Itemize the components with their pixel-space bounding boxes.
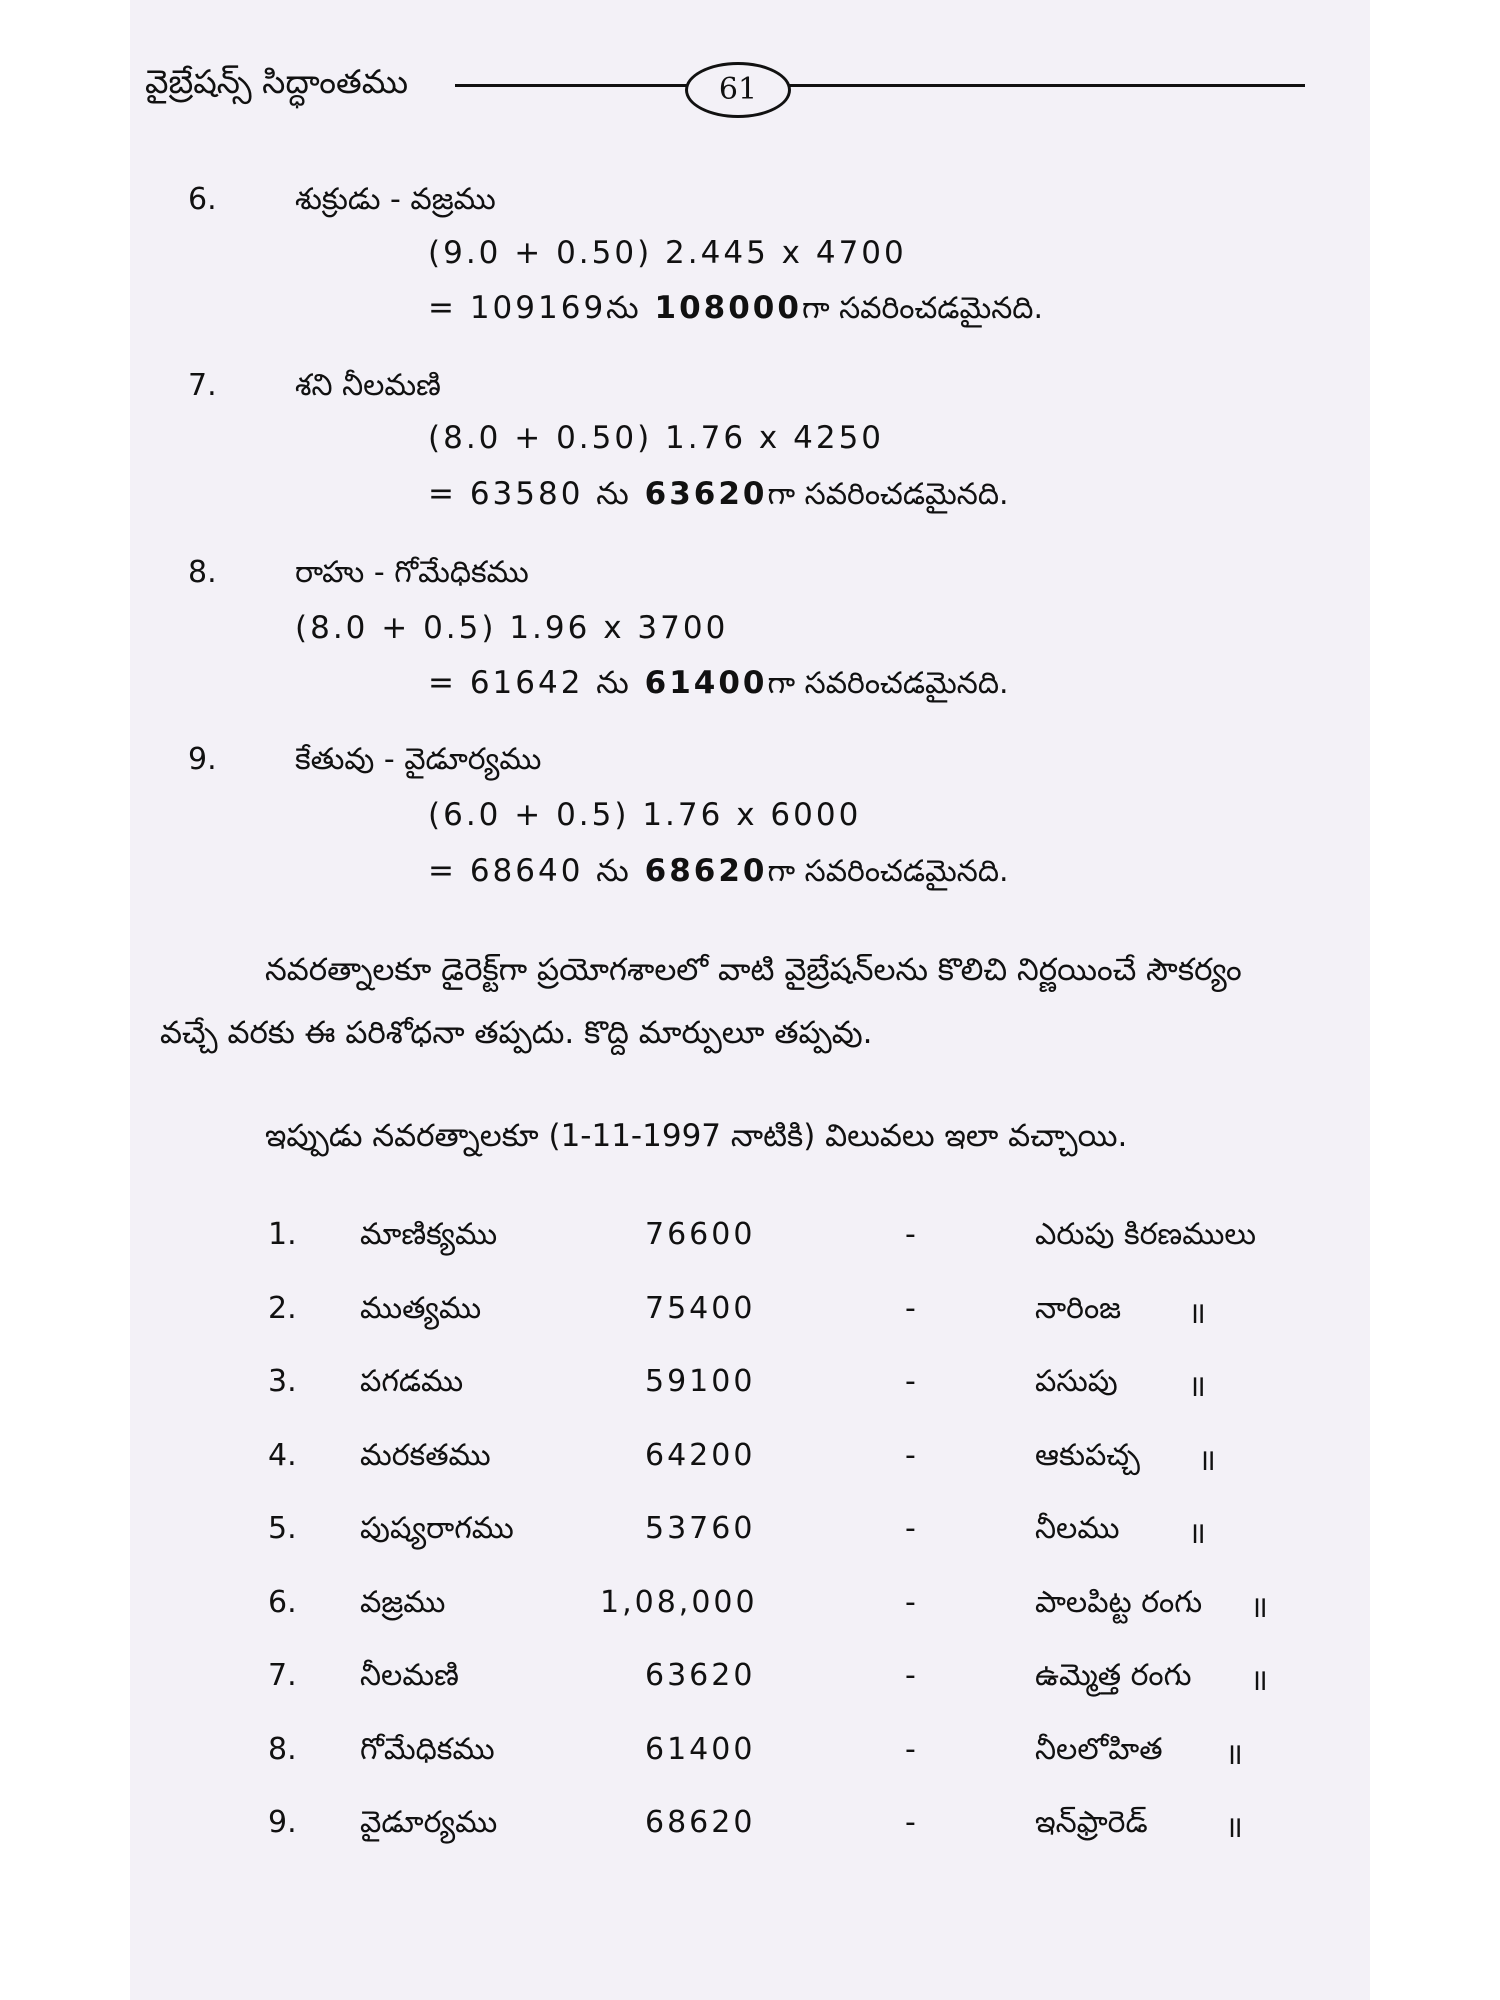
paragraph-line: వచ్చే వరకు ఈ పరిశోధనా తప్పదు. కొద్ది మార్పులూ తప్పవు. bbox=[160, 1015, 873, 1051]
calc-result bbox=[428, 853, 1009, 896]
gem-number: 9. bbox=[268, 1805, 297, 1840]
gem-number: 4. bbox=[268, 1438, 297, 1473]
gem-dash: - bbox=[905, 1291, 916, 1326]
gem-ditto-mark: ॥ bbox=[1188, 1369, 1206, 1404]
calc-formula: (6.0 + 0.5) 1.76 x 6000 bbox=[428, 797, 862, 833]
gem-ditto-mark: ॥ bbox=[1225, 1737, 1243, 1772]
gem-number: 5. bbox=[268, 1511, 297, 1546]
gem-dash: - bbox=[905, 1438, 916, 1473]
calc-number: 9. bbox=[188, 742, 217, 777]
result-prefix: = 61642 ను bbox=[428, 665, 645, 701]
gem-name: గోమేధికము bbox=[360, 1732, 495, 1767]
gem-color: పసుపు bbox=[1035, 1364, 1118, 1399]
result-suffix: గా సవరించడమైనది. bbox=[767, 477, 1009, 512]
gem-color: ఎరుపు కిరణములు bbox=[1035, 1217, 1256, 1252]
gem-number: 7. bbox=[268, 1658, 297, 1693]
gem-color: పాలపిట్ట రంగు bbox=[1035, 1585, 1203, 1620]
gem-name: వజ్రము bbox=[360, 1585, 446, 1620]
gem-dash: - bbox=[905, 1511, 916, 1546]
calc-number: 6. bbox=[188, 182, 217, 217]
result-prefix: = 109169ను bbox=[428, 290, 655, 326]
gem-color: నీలలోహిత bbox=[1035, 1732, 1163, 1767]
result-prefix: = 63580 ను bbox=[428, 476, 645, 512]
gem-value: 64200 bbox=[645, 1438, 756, 1473]
calc-title: శని నీలమణి bbox=[295, 368, 441, 403]
gem-ditto-mark: ॥ bbox=[1225, 1810, 1243, 1845]
gem-name: మాణిక్యము bbox=[360, 1217, 498, 1252]
gem-ditto-mark: ॥ bbox=[1188, 1516, 1206, 1551]
result-bold: 61400 bbox=[644, 665, 768, 701]
gem-number: 6. bbox=[268, 1585, 297, 1620]
calc-title: రాహు - గోమేధికము bbox=[295, 555, 529, 590]
gem-value: 68620 bbox=[645, 1805, 756, 1840]
list-intro: ఇప్పుడు నవరత్నాలకూ (1-11-1997 నాటికి) విలువలు ఇలా వచ్చాయి. bbox=[265, 1118, 1128, 1154]
gem-value: 1,08,000 bbox=[600, 1585, 758, 1620]
gem-name: పగడము bbox=[360, 1364, 464, 1399]
gem-color: ఆకుపచ్చ bbox=[1035, 1438, 1140, 1473]
calc-number: 8. bbox=[188, 555, 217, 590]
result-bold: 108000 bbox=[654, 290, 802, 326]
gem-value: 53760 bbox=[645, 1511, 756, 1546]
gem-color: నారింజ bbox=[1035, 1291, 1122, 1326]
calc-result bbox=[428, 665, 1009, 708]
gem-name: ముత్యము bbox=[360, 1291, 482, 1326]
result-suffix: గా సవరించడమైనది. bbox=[801, 291, 1044, 326]
page-number: 61 bbox=[685, 62, 791, 118]
calc-formula: (9.0 + 0.50) 2.445 x 4700 bbox=[428, 235, 907, 271]
gem-ditto-mark: ॥ bbox=[1198, 1443, 1216, 1478]
gem-value: 61400 bbox=[645, 1732, 756, 1767]
gem-value: 75400 bbox=[645, 1291, 756, 1326]
gem-name: మరకతము bbox=[360, 1438, 491, 1473]
calc-title: శుక్రుడు - వజ్రము bbox=[295, 182, 496, 217]
calc-formula: (8.0 + 0.5) 1.96 x 3700 bbox=[295, 610, 729, 646]
result-suffix: గా సవరించడమైనది. bbox=[767, 666, 1009, 701]
result-suffix: గా సవరించడమైనది. bbox=[767, 854, 1009, 889]
running-header-title: వైబ్రేషన్స్ సిద్ధాంతము bbox=[145, 62, 409, 101]
gem-value: 63620 bbox=[645, 1658, 756, 1693]
gem-color: ఉమ్మెత్త రంగు bbox=[1035, 1658, 1192, 1693]
gem-number: 8. bbox=[268, 1732, 297, 1767]
gem-dash: - bbox=[905, 1805, 916, 1840]
gem-value: 59100 bbox=[645, 1364, 756, 1399]
gem-ditto-mark: ॥ bbox=[1250, 1663, 1268, 1698]
result-bold: 63620 bbox=[644, 476, 768, 512]
calc-title: కేతువు - వైడూర్యము bbox=[295, 742, 542, 777]
result-prefix: = 68640 ను bbox=[428, 853, 645, 889]
gem-dash: - bbox=[905, 1658, 916, 1693]
gem-number: 2. bbox=[268, 1291, 297, 1326]
gem-ditto-mark: ॥ bbox=[1188, 1296, 1206, 1331]
gem-dash: - bbox=[905, 1217, 916, 1252]
gem-ditto-mark: ॥ bbox=[1250, 1590, 1268, 1625]
result-bold: 68620 bbox=[644, 853, 768, 889]
calc-number: 7. bbox=[188, 368, 217, 403]
gem-dash: - bbox=[905, 1732, 916, 1767]
gem-color: ఇన్‌ఫ్రారెడ్ bbox=[1035, 1805, 1148, 1840]
paragraph-line: నవరత్నాలకూ డైరెక్ట్‌గా ప్రయోగశాలలో వాటి వైబ్రేషన్‌లను కొలిచి నిర్ణయించే సౌకర్యం bbox=[265, 952, 1242, 988]
gem-dash: - bbox=[905, 1585, 916, 1620]
calc-result bbox=[428, 476, 1009, 519]
gem-name: పుష్యరాగము bbox=[360, 1511, 514, 1546]
gem-value: 76600 bbox=[645, 1217, 756, 1252]
gem-number: 3. bbox=[268, 1364, 297, 1399]
header-rule bbox=[455, 84, 1305, 87]
gem-name: నీలమణి bbox=[360, 1658, 459, 1693]
gem-color: నీలము bbox=[1035, 1511, 1120, 1546]
calc-result bbox=[428, 290, 1043, 333]
gem-name: వైడూర్యము bbox=[360, 1805, 498, 1840]
gem-number: 1. bbox=[268, 1217, 297, 1252]
calc-formula: (8.0 + 0.50) 1.76 x 4250 bbox=[428, 420, 885, 456]
gem-dash: - bbox=[905, 1364, 916, 1399]
